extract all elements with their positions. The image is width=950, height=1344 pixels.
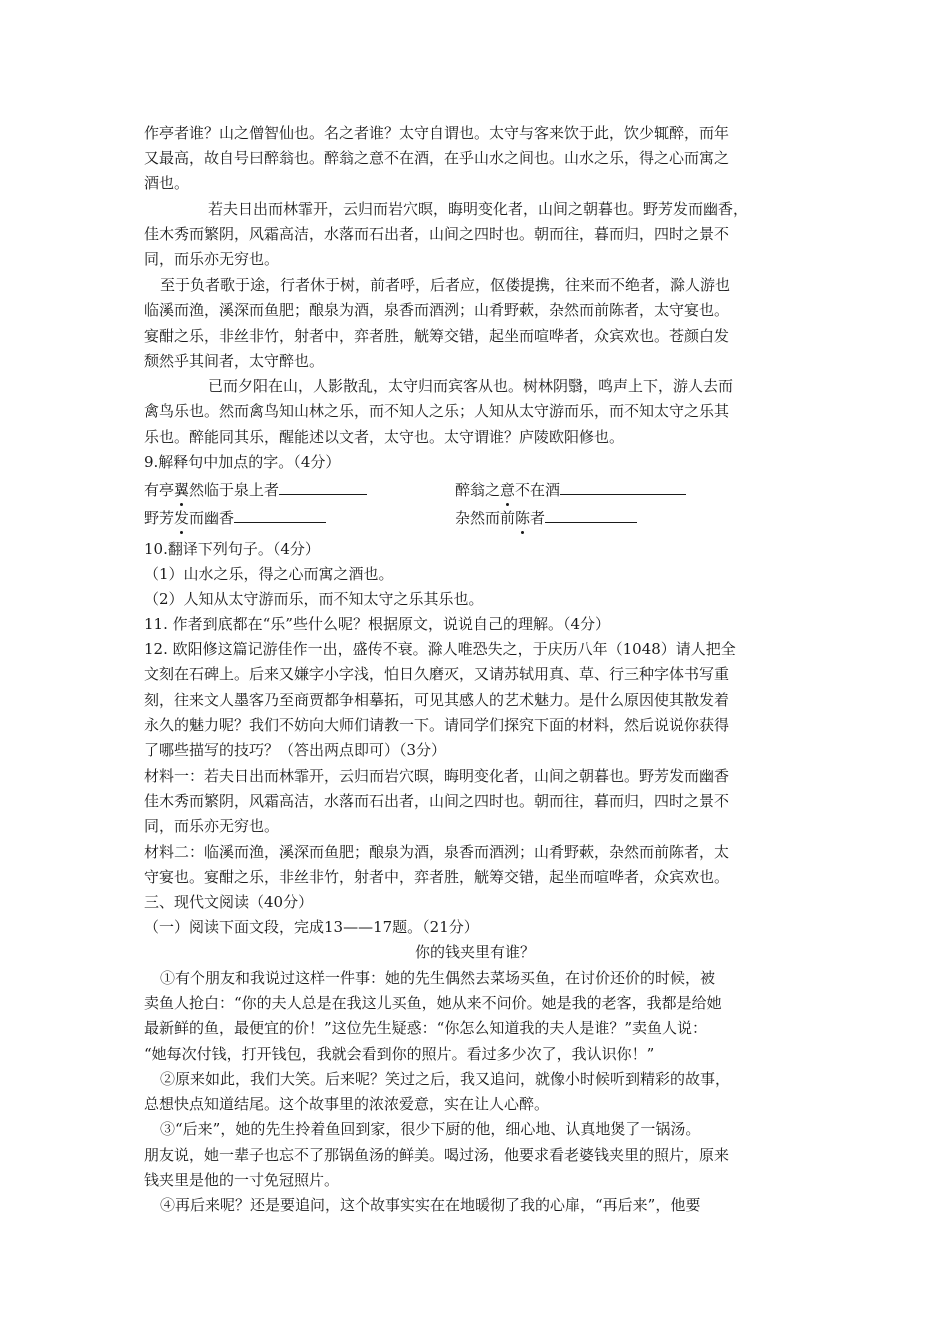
q9-item-text: 然临于泉上者 <box>189 481 280 499</box>
passage-line: 至于负者歌于途，行者休于树，前者呼，后者应，伛偻提携，往来而不绝者，滁人游也 <box>160 276 731 294</box>
passage-line: 临溪而渔，溪深而鱼肥；酿泉为酒，泉香而酒洌；山肴野蔌，杂然而前陈者，太守宴也。 <box>144 301 730 319</box>
passage-line: 又最高，故自号曰醉翁也。醉翁之意不在酒，在乎山水之间也。山水之乐，得之心而寓之 <box>144 149 730 167</box>
material-1-line: 同，而乐亦无穷也。 <box>144 817 280 835</box>
passage-line: 宴酣之乐，非丝非竹，射者中，弈者胜，觥筹交错，起坐而喧哗者，众宾欢也。苍颜白发 <box>144 327 730 345</box>
passage-line: 若夫日出而林霏开，云归而岩穴暝，晦明变化者，山间之朝暮也。野芳发而幽香， <box>208 200 749 218</box>
question-10-heading: 10.翻译下列句子。（4分） <box>144 540 320 558</box>
article-paragraph-line: ③“后来”，她的先生拎着鱼回到家，很少下厨的他，细心地、认真地煲了一锅汤。 <box>160 1120 701 1138</box>
question-12-line: 12. 欧阳修这篇记游佳作一出，盛传不衰。滁人唯恐失之，于庆历八年（1048）请人把全 <box>144 640 736 658</box>
q10-sentence-1: （1）山水之乐，得之心而寓之酒也。 <box>144 565 394 583</box>
material-1-line: 佳木秀而繁阴，风霜高洁，水落而石出者，山间之四时也。朝而往，暮而归，四时之景不 <box>144 792 730 810</box>
question-11: 11. 作者到底都在“乐”些什么呢？根据原文，说说自己的理解。（4分） <box>144 615 611 633</box>
question-12-line: 刻，往来文人墨客乃至商贾都争相摹拓，可见其感人的艺术魅力。是什么原因使其散发着 <box>144 691 730 709</box>
answer-blank[interactable] <box>560 479 686 495</box>
article-paragraph-line: 朋友说，她一辈子也忘不了那锅鱼汤的鲜美。喝过汤，他要求看老婆钱夹里的照片，原来 <box>144 1146 730 1164</box>
answer-blank[interactable] <box>545 507 637 523</box>
article-paragraph-line: ①有个朋友和我说过这样一件事：她的先生偶然去菜场买鱼，在讨价还价的时候，被 <box>160 969 716 987</box>
article-paragraph-line: 钱夹里是他的一寸免冠照片。 <box>144 1171 340 1189</box>
q9-item-text: 者 <box>530 509 546 527</box>
question-9-heading: 9.解释句中加点的字。（4分） <box>144 453 341 471</box>
material-2-line: 材料二：临溪而渔，溪深而鱼肥；酿泉为酒，泉香而酒洌；山肴野蔌，杂然而前陈者，太 <box>144 843 730 861</box>
q10-sentence-2: （2）人知从太守游而乐，而不知太守之乐其乐也。 <box>144 590 484 608</box>
q9-item-3 <box>144 507 326 528</box>
dotted-char: 意 <box>500 481 516 499</box>
question-12-line: 永久的魅力呢？我们不妨向大师们请教一下。请同学们探究下面的材料，然后说说你获得 <box>144 716 730 734</box>
passage-line: 佳木秀而繁阴，风霜高洁，水落而石出者，山间之四时也。朝而往，暮而归，四时之景不 <box>144 225 730 243</box>
section-3-subheading: （一）阅读下面文段，完成13——17题。（21分） <box>144 918 479 936</box>
q9-item-2 <box>455 479 686 500</box>
section-3-heading: 三、现代文阅读（40分） <box>144 893 314 911</box>
q9-item-4 <box>455 507 637 528</box>
question-12-line: 了哪些描写的技巧？（答出两点即可）（3分） <box>144 741 447 759</box>
answer-blank[interactable] <box>234 507 326 523</box>
passage-line: 同，而乐亦无穷也。 <box>144 250 280 268</box>
q9-item-text: 醉翁之 <box>455 481 501 499</box>
material-2-line: 守宴也。宴酣之乐，非丝非竹，射者中，弈者胜，觥筹交错，起坐而喧哗者，众宾欢也。 <box>144 868 730 886</box>
passage-line: 乐也。醉能同其乐，醒能述以文者，太守也。太守谓谁？庐陵欧阳修也。 <box>144 428 625 446</box>
passage-line: 酒也。 <box>144 174 190 192</box>
q9-item-text: 野芳 <box>144 509 175 527</box>
question-12-line: 文刻在石碑上。后来又嫌字小字浅，怕日久磨灭，又请苏轼用真、草、行三种字体书写重 <box>144 665 730 683</box>
article-paragraph-line: “她每次付钱，打开钱包，我就会看到你的照片。看过多少次了，我认识你！” <box>144 1045 655 1063</box>
q9-item-text: 不在酒 <box>515 481 561 499</box>
passage-line: 禽鸟乐也。然而禽鸟知山林之乐，而不知人之乐；人知从太守游而乐，而不知太守之乐其 <box>144 402 730 420</box>
dotted-char: 翼 <box>174 481 190 499</box>
q9-item-text: 而幽香 <box>189 509 235 527</box>
passage-line: 已而夕阳在山，人影散乱，太守归而宾客从也。树林阴翳，鸣声上下，游人去而 <box>208 377 734 395</box>
q9-item-text: 有亭 <box>144 481 175 499</box>
answer-blank[interactable] <box>279 479 367 495</box>
article-paragraph-line: 卖鱼人抢白：“你的夫人总是在我这儿买鱼，她从来不问价。她是我的老客，我都是给她 <box>144 994 722 1012</box>
passage-line: 作亭者谁？山之僧智仙也。名之者谁？太守自谓也。太守与客来饮于此，饮少辄醉，而年 <box>144 124 730 142</box>
q9-item-1 <box>144 479 367 500</box>
dotted-char: 陈 <box>515 509 531 527</box>
dotted-char: 发 <box>174 509 190 527</box>
material-1-line: 材料一：若夫日出而林霏开，云归而岩穴暝，晦明变化者，山间之朝暮也。野芳发而幽香 <box>144 767 730 785</box>
article-paragraph-line: ②原来如此，我们大笑。后来呢？笑过之后，我又追问，就像小时候听到精彩的故事， <box>160 1070 731 1088</box>
article-title: 你的钱夹里有谁？ <box>414 943 535 961</box>
article-paragraph-line: ④再后来呢？还是要追问，这个故事实实在在地暖彻了我的心扉，“再后来”，他要 <box>160 1196 701 1214</box>
article-paragraph-line: 总想快点知道结尾。这个故事里的浓浓爱意，实在让人心醉。 <box>144 1095 550 1113</box>
passage-line: 颓然乎其间者，太守醉也。 <box>144 352 325 370</box>
q9-item-text: 杂然而前 <box>455 509 516 527</box>
article-paragraph-line: 最新鲜的鱼，最便宜的价！”这位先生疑惑：“你怎么知道我的夫人是谁？”卖鱼人说： <box>144 1019 708 1037</box>
